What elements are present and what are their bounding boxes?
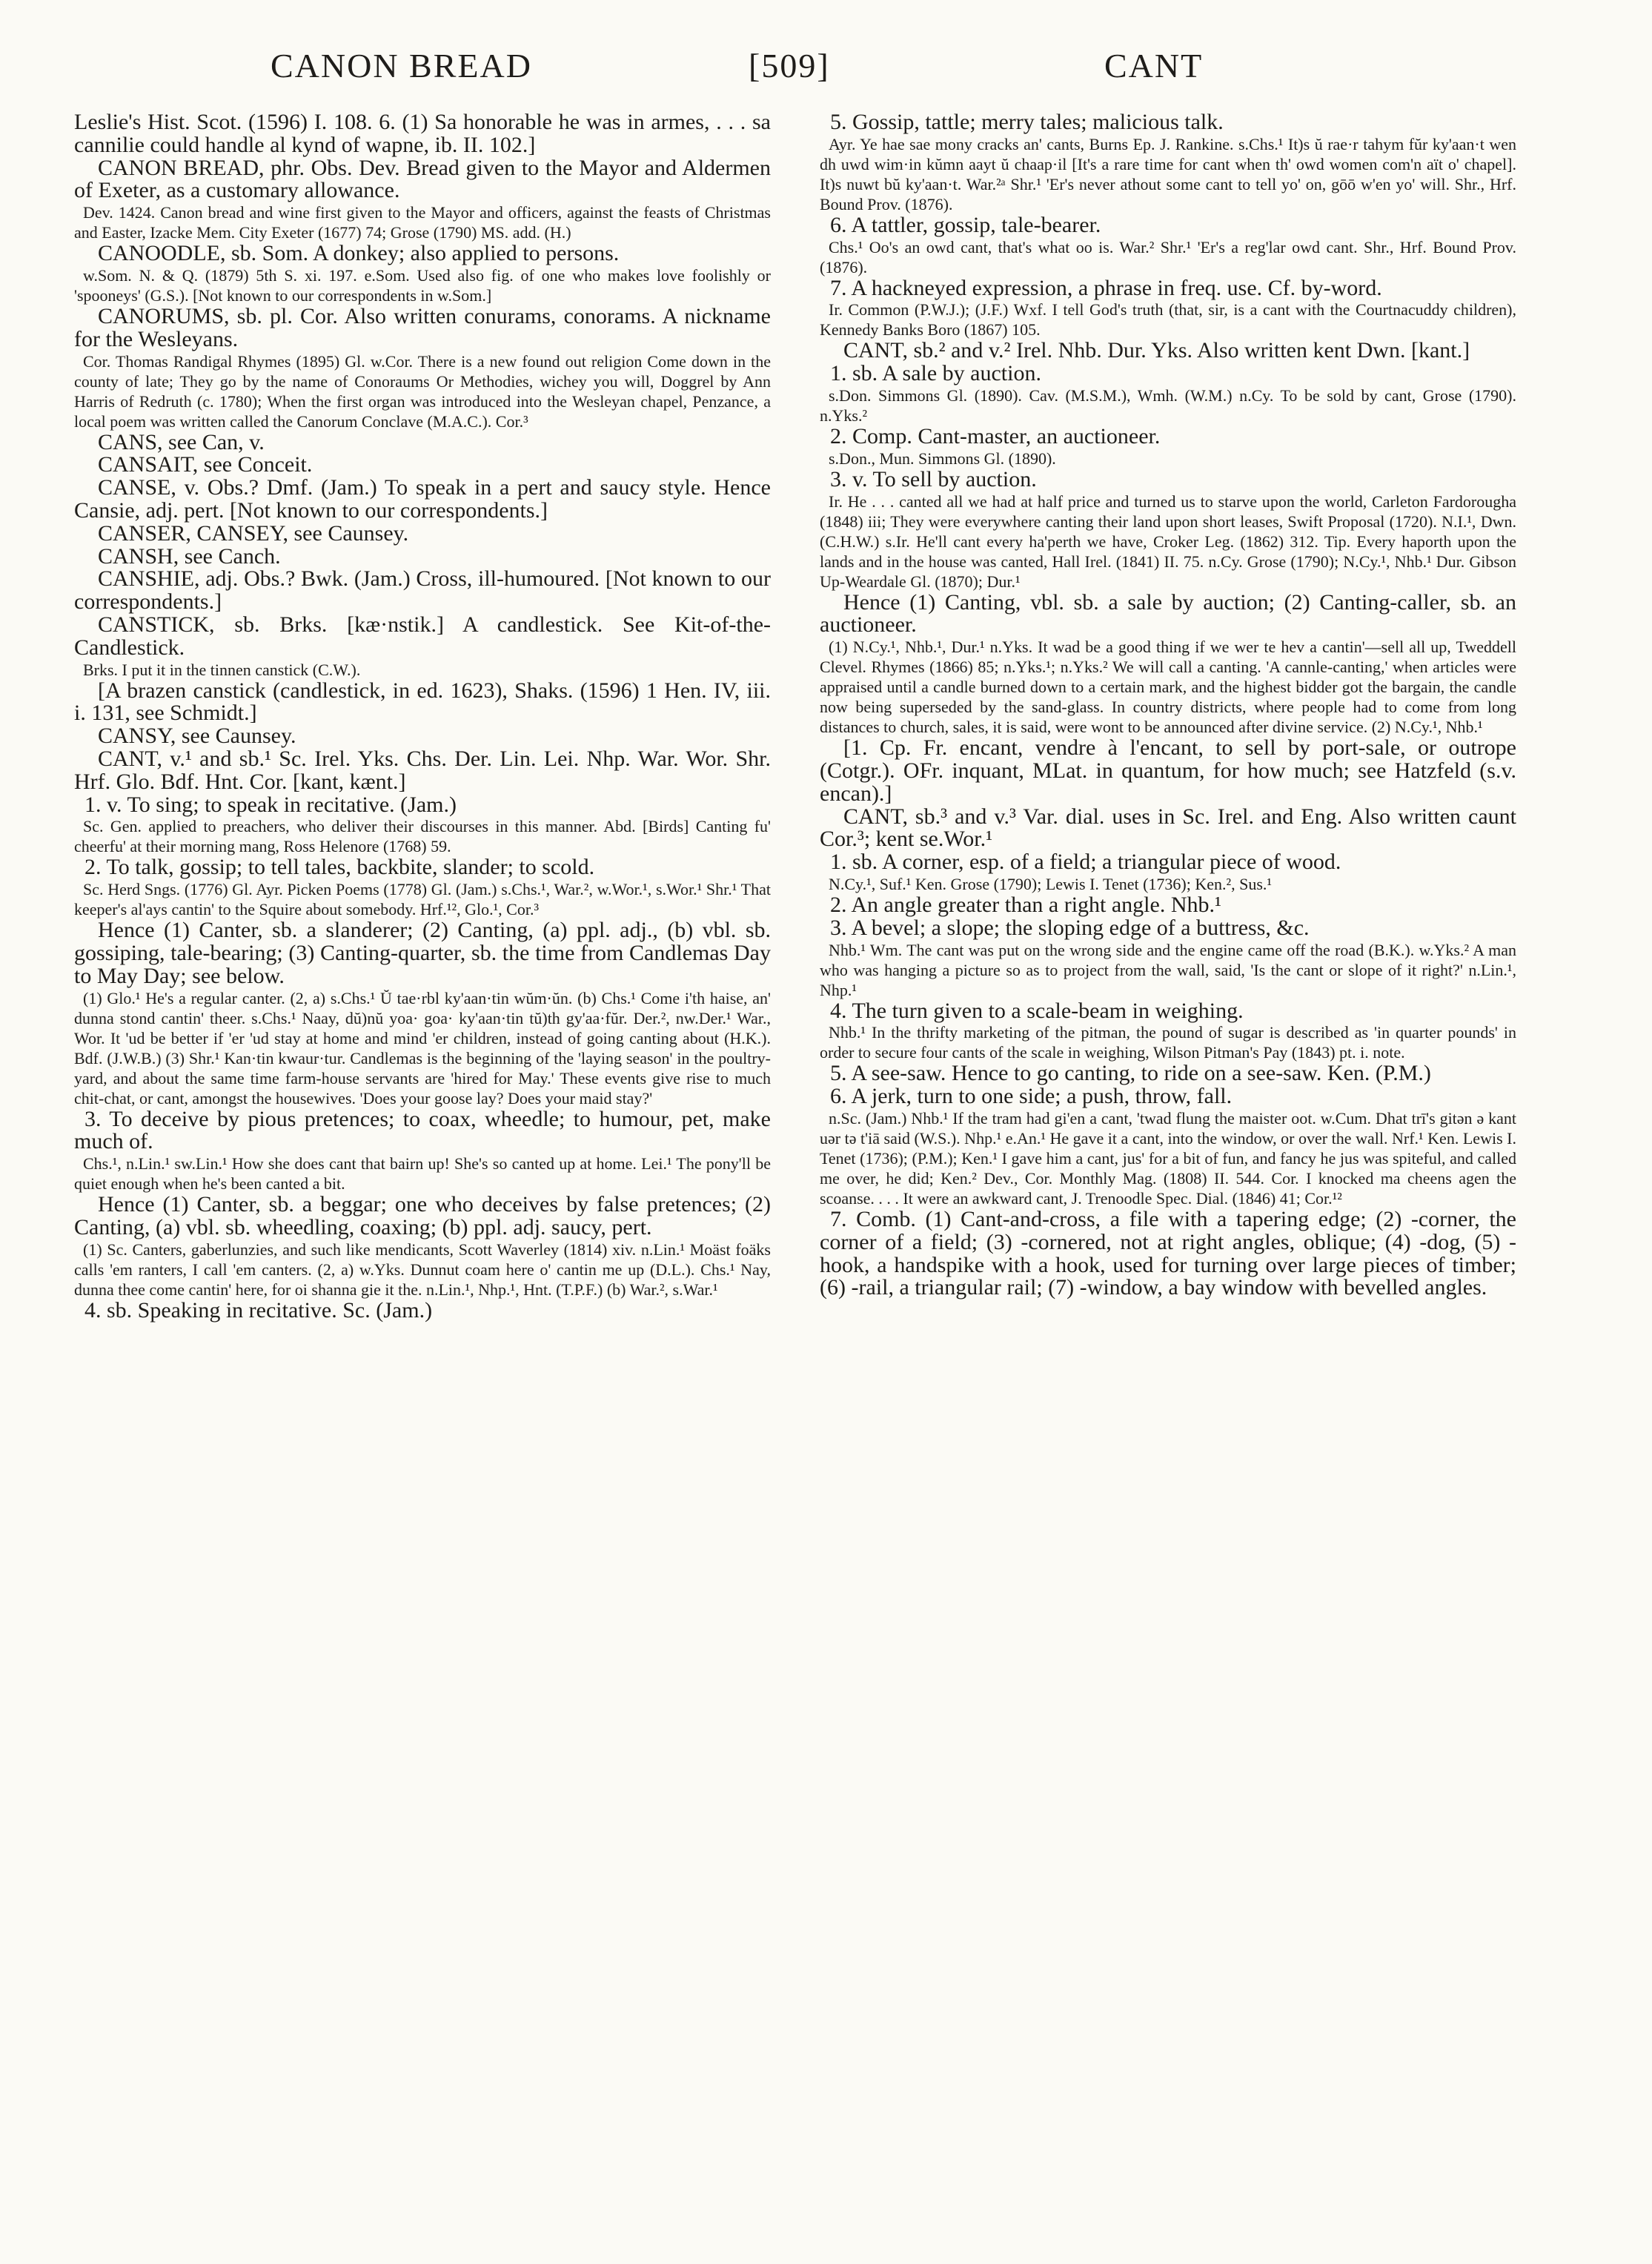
dictionary-entry: CANT, sb.³ and v.³ Var. dial. uses in Sc. Irel. and Eng. Also written caunt Cor.³; kent se.Wor.¹ [820, 804, 1516, 852]
citation-block: Ayr. Ye hae sae mony cracks an' cants, Burns Ep. J. Rankine. s.Chs.¹ It)s ŭ rae·r tahym fŭr ky'aan·t wen dh uwd wim·in kŭmn aayt ŭ chaap·il [It's a rare time for cant when th' owd women com'n aït o' chapel]. It)s nuwt bŭ ky'aan·t. War.²ᵃ Shr.¹ 'Er's never athout some cant to tell yo' on, gōō w'en yo' will. Shr., Hrf. Bound Prov. (1876). [820, 134, 1516, 214]
sense-definition: 4. The turn given to a scale-beam in weighing. [830, 998, 1244, 1023]
header-left-headword: CANON BREAD [271, 47, 532, 85]
right-column [820, 111, 1516, 1300]
dictionary-entry: CANSE, v. Obs.? Dmf. (Jam.) To speak in a pert and saucy style. Hence Cansie, adj. pert. [Not known to our correspondents.] [74, 475, 771, 523]
citation-block: s.Don., Mun. Simmons Gl. (1890). [829, 449, 1056, 468]
sense-definition: 3. v. To sell by auction. [830, 466, 1037, 491]
sense-definition: 1. v. To sing; to speak in recitative. (Jam.) [84, 792, 457, 817]
citation-block: Sc. Gen. applied to preachers, who deliver their discourses in this manner. Abd. [Birds] Canting fu' cheerfu' at their morning mang, Ross Helenore (1768) 59. [74, 817, 771, 856]
sense-definition: 4. sb. Speaking in recitative. Sc. (Jam.) [84, 1297, 433, 1323]
sense-definition: 1. sb. A sale by auction. [830, 361, 1041, 386]
derived-forms: Hence (1) Canter, sb. a beggar; one who deceives by false pretences; (2) Canting, (a) vbl. sb. wheedling, coaxing; (b) ppl. adj. saucy, pert. [74, 1192, 771, 1239]
citation-block: s.Don. Simmons Gl. (1890). Cav. (M.S.M.), Wmh. (W.M.) n.Cy. To be sold by cant, Grose (1790). n.Yks.² [820, 385, 1516, 425]
sense-definition: 3. To deceive by pious pretences; to coax, wheedle; to humour, pet, make much of. [74, 1106, 771, 1154]
continued-entry: Leslie's Hist. Scot. (1596) I. 108. 6. (1) Sa honorable he was in armes, . . . sa cannilie could handle al kynd of wapne, ib. II. 102.] [74, 110, 771, 157]
sense-definition: 5. Gossip, tattle; merry tales; malicious talk. [830, 110, 1224, 134]
dictionary-entry: CANOODLE, sb. Som. A donkey; also applied to persons. [98, 241, 620, 266]
citation-block: Dev. 1424. Canon bread and wine first given to the Mayor and officers, against the feasts of Christmas and Easter, Izacke Mem. City Exeter (1677) 74; Grose (1790) MS. add. (H.) [74, 203, 771, 242]
dictionary-entry: CANORUMS, sb. pl. Cor. Also written conurams, conorams. A nickname for the Wesleyans. [74, 303, 771, 351]
citation-block: (1) Glo.¹ He's a regular canter. (2, a) s.Chs.¹ Ŭ tae·rbl ky'aan·tin wŭm·ŭn. (b) Chs.¹ Come i'th haise, an' dunna stond cantin' theer. s.Chs.¹ Naay, dŭ)nŭ yoa· goa· ky'aan·tin tŭ)th gy'aa·fŭr. Der.², nw.Der.¹ War., Wor. It 'ud be better if 'er 'ud stay at home and mind 'er children, instead of going canting about (H.K.). Bdf. (J.W.B.) (3) Shr.¹ Kan·tin kwaur·tur. Candlemas is the beginning of the 'laying season' in the poultry-yard, and about the same time farm-house servants are 'hired for May.' These events give rise to much chit-chat, or cant, amongst the housewives. 'Does your goose lay? Does your maid stay?' [74, 988, 771, 1108]
citation-block: (1) Sc. Canters, gaberlunzies, and such like mendicants, Scott Waverley (1814) xiv. n.Lin.¹ Moäst foäks calls 'em ranters, I call 'em canters. (2, a) w.Yks. Dunnut coam here o' cantin me up (D.L.). Chs.¹ Nay, dunna thee come cantin' here, for oi shanna gie it the. n.Lin.¹, Nhp.¹, Hnt. (T.P.F.) (b) War.², s.War.¹ [74, 1239, 771, 1299]
dictionary-entry: CANSH, see Canch. [98, 543, 281, 569]
citation-block: Cor. Thomas Randigal Rhymes (1895) Gl. w.Cor. There is a new found out religion Come down in the county of late; They go by the name of Conoraums Or Methodies, wichey you will, Doggrel by Ann Harris of Redruth (c. 1780); When the first organ was introduced into the Wesleyan chapel, Penzance, a local poem was written called the Canorum Conclave (M.A.C.). Cor.³ [74, 351, 771, 431]
dictionary-entry: CANON BREAD, phr. Obs. Dev. Bread given to the Mayor and Aldermen of Exeter, as a customary allowance. [74, 155, 771, 203]
citation-block: Nhb.¹ Wm. The cant was put on the wrong side and the engine came off the road (B.K.). w.Yks.² A man who was hanging a picture so as to project from the wall, said, 'Is the cant or slope of it right?' n.Lin.¹, Nhp.¹ [820, 940, 1516, 999]
dictionary-entry: [A brazen canstick (candlestick, in ed. 1623), Shaks. (1596) 1 Hen. IV, iii. i. 131, see Schmidt.] [74, 678, 771, 726]
sense-definition: 7. Comb. (1) Cant-and-cross, a file with a tapering edge; (2) -corner, the corner of a field; (3) -cornered, not at right angles, oblique; (4) -dog, (5) -hook, a handspike with a hook, used for turning over large pieces of timber; (6) -rail, a triangular rail; (7) -window, a bay window with bevelled angles. [820, 1206, 1516, 1300]
citation-block: w.Som. N. & Q. (1879) 5th S. xi. 197. e.Som. Used also fig. of one who makes love foolishly or 'spooneys' (G.S.). [Not known to our correspondents in w.Som.] [74, 265, 771, 305]
sense-definition: 5. A see-saw. Hence to go canting, to ride on a see-saw. Ken. (P.M.) [830, 1061, 1431, 1086]
citation-block: Brks. I put it in the tinnen canstick (C.W.). [83, 660, 361, 679]
sense-definition: 1. sb. A corner, esp. of a field; a triangular piece of wood. [830, 850, 1341, 875]
sense-definition: 6. A tattler, gossip, tale-bearer. [830, 212, 1101, 237]
citation-block: Chs.¹ Oo's an owd cant, that's what oo is. War.² Shr.¹ 'Er's a reg'lar owd cant. Shr., Hrf. Bound Prov. (1876). [820, 237, 1516, 277]
page-number: [509] [749, 47, 830, 85]
sense-definition: 7. A hackneyed expression, a phrase in freq. use. Cf. by-word. [830, 275, 1382, 300]
citation-block: Ir. Common (P.W.J.); (J.F.) Wxf. I tell God's truth (that, sir, is a cant with the Courtnacuddy children), Kennedy Banks Boro (1867) 105. [820, 300, 1516, 340]
dictionary-entry: CANSAIT, see Conceit. [98, 452, 313, 477]
citation-block: Nhb.¹ In the thrifty marketing of the pitman, the pound of sugar is described as 'in quarter pounds' in order to secure four cants of the scale in weighing, Wilson Pitman's Pay (1843) pt. i. note. [820, 1023, 1516, 1062]
sense-definition: 2. To talk, gossip; to tell tales, backbite, slander; to scold. [84, 855, 595, 880]
citation-block: Sc. Herd Sngs. (1776) Gl. Ayr. Picken Poems (1778) Gl. (Jam.) s.Chs.¹, War.², w.Wor.¹, s.Wor.¹ Shr.¹ That keeper's al'ays cantin' to the Squire about somebody. Hrf.¹², Glo.¹, Cor.³ [74, 880, 771, 919]
dictionary-entry: CANS, see Can, v. [98, 429, 265, 454]
citation-block: Ir. He . . . canted all we had at half price and turned us to starve upon the world, Carleton Fardorougha (1848) iii; They were everywhere canting their land upon short leases, Swift Proposal (1720). N.I.¹, Dwn. (C.H.W.) s.Ir. He'll cant every ha'perth we have, Croker Leg. (1862) 312. Tip. Every haporth upon the lands and in the house was canted, Hall Irel. (1841) II. 75. n.Cy. Grose (1790); N.Cy.¹, Nhb.¹ Dur. Gibson Up-Weardale Gl. (1870); Dur.¹ [820, 491, 1516, 591]
etymology-note: [1. Cp. Fr. encant, vendre à l'encant, to sell by port-sale, or outrope (Cotgr.). OFr. inquant, MLat. in quantum, for how much; see Hatzfeld (s.v. encan).] [820, 735, 1516, 806]
derived-forms: Hence (1) Canter, sb. a slanderer; (2) Canting, (a) ppl. adj., (b) vbl. sb. gossiping, tale-bearing; (3) Canting-quarter, sb. the time from Candlemas Day to May Day; see below. [74, 918, 771, 988]
derived-forms: Hence (1) Canting, vbl. sb. a sale by auction; (2) Canting-caller, sb. an auctioneer. [820, 589, 1516, 638]
citation-block: Chs.¹, n.Lin.¹ sw.Lin.¹ How she does cant that bairn up! She's so canted up at home. Lei.¹ The pony'll be quiet enough when he's been canted a bit. [74, 1154, 771, 1194]
dictionary-entry: CANSY, see Caunsey. [98, 724, 296, 749]
dictionary-entry: CANSER, CANSEY, see Caunsey. [98, 520, 409, 546]
dictionary-entry: CANSTICK, sb. Brks. [kæ·nstik.] A candlestick. See Kit-of-the-Candlestick. [74, 612, 771, 660]
sense-definition: 6. A jerk, turn to one side; a push, throw, fall. [830, 1084, 1233, 1109]
running-header [74, 46, 1575, 98]
sense-definition: 2. Comp. Cant-master, an auctioneer. [830, 423, 1161, 449]
left-column [74, 111, 771, 1323]
dictionary-entry: CANT, v.¹ and sb.¹ Sc. Irel. Yks. Chs. Der. Lin. Lei. Nhp. War. Wor. Shr. Hrf. Glo. Bdf. Hnt. Cor. [kant, kænt.] [74, 746, 771, 794]
sense-definition: 3. A bevel; a slope; the sloping edge of a buttress, &c. [830, 915, 1310, 940]
sense-definition: 2. An angle greater than a right angle. Nhb.¹ [830, 892, 1221, 917]
citation-block: N.Cy.¹, Suf.¹ Ken. Grose (1790); Lewis I. Tenet (1736); Ken.², Sus.¹ [829, 874, 1272, 893]
citation-block: n.Sc. (Jam.) Nhb.¹ If the tram had gi'en a cant, 'twad flung the maister oot. w.Cum. Dhat trī's gitən ə kant uər tə t'iā said (W.S.). Nhp.¹ e.An.¹ He gave it a cant, into the window, or over the wall. Nrf.¹ Ken. Lewis I. Tenet (1736); (P.M.); Ken.¹ I gave him a cant, jus' for a bit of fun, and fancy he jus was spiteful, and called me over, he did; Ken.² Dev., Cor. Monthly Mag. (1808) II. 544. Cor. I knocked ma cheens agen the scoanse. . . . It were an awkward cant, J. Trenoodle Spec. Dial. (1846) 41; Cor.¹² [820, 1108, 1516, 1208]
dictionary-entry: CANT, sb.² and v.² Irel. Nhb. Dur. Yks. Also written kent Dwn. [kant.] [843, 338, 1470, 363]
dictionary-entry: CANSHIE, adj. Obs.? Bwk. (Jam.) Cross, ill-humoured. [Not known to our correspondents.] [74, 566, 771, 615]
header-right-headword: CANT [1104, 47, 1204, 85]
citation-block: (1) N.Cy.¹, Nhb.¹, Dur.¹ n.Yks. It wad be a good thing if we wer te hev a cantin'—sell all up, Tweddell Clevel. Rhymes (1866) 85; n.Yks.¹; n.Yks.² We will call a canting. 'A cannle-canting,' when articles were appraised until a candle burned down to a certain mark, and the highest bidder got the bargain, the candle now being superseded by the sand-glass. In country districts, where people had to come from long distances to church, sales, it is said, were wont to be announced after divine service. (2) N.Cy.¹, Nhb.¹ [820, 638, 1516, 737]
